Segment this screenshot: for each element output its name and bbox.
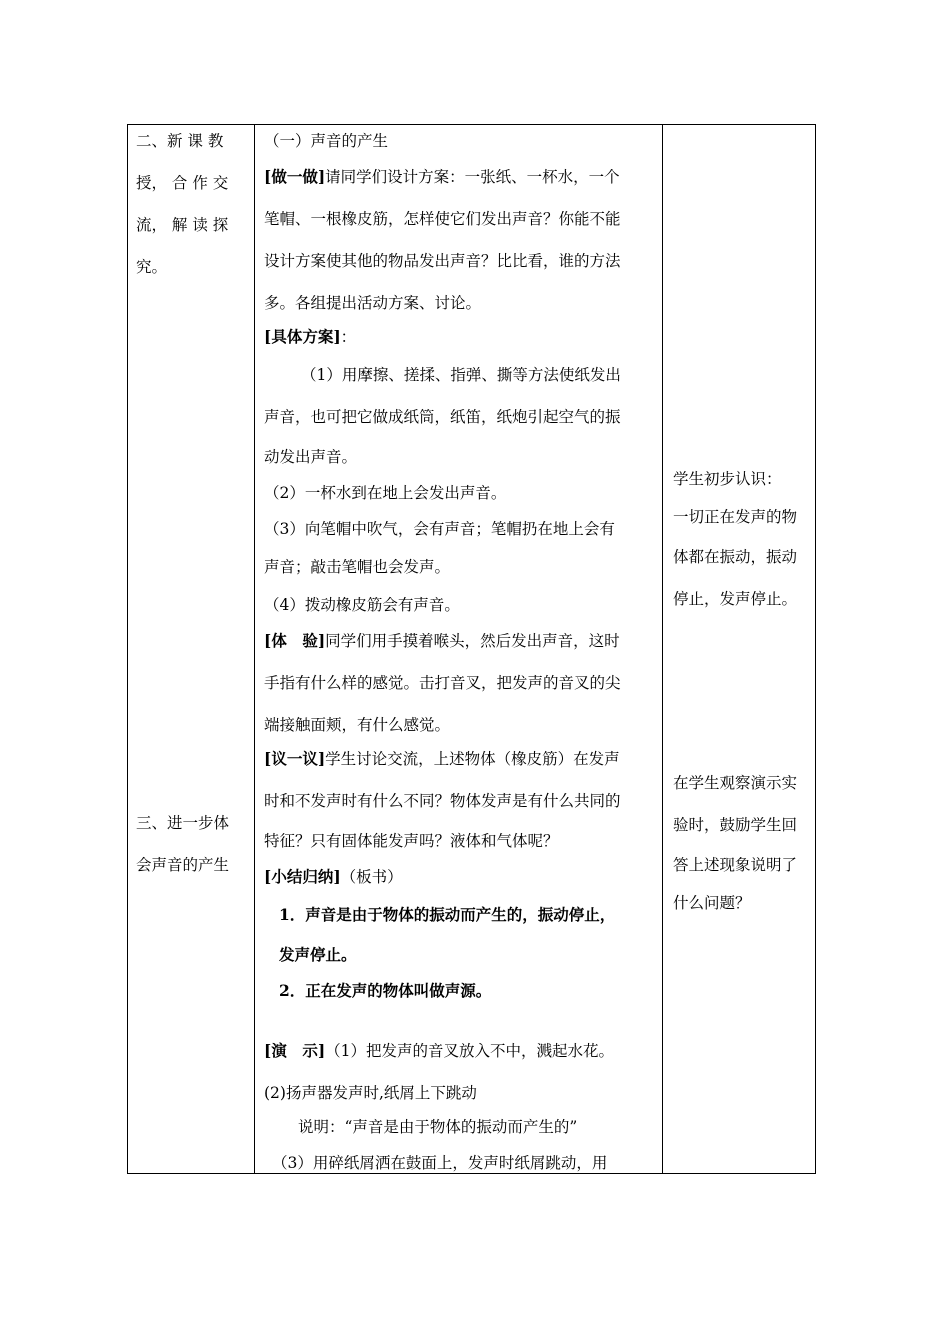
zuoyizuo-tag: [做一做] xyxy=(264,167,326,186)
yanshi-line: [演 示]（1）把发声的音叉放入不中，溅起水花。 xyxy=(264,1041,615,1060)
yiyiyi-tag: [议一议] xyxy=(264,749,326,768)
note-line: 答上述现象说明了 xyxy=(673,856,798,874)
lesson-table xyxy=(127,124,816,1174)
stage-2-line: 授， 合 作 交 xyxy=(136,174,229,192)
column-divider xyxy=(254,125,255,1173)
stage-3-line: 会声音的产生 xyxy=(136,856,230,874)
summary-line: 2．正在发声的物体叫做声源。 xyxy=(279,981,492,1000)
stage-3-line: 三、进一步体 xyxy=(136,814,230,832)
zuoyizuo-line: 设计方案使其他的物品发出声音？比比看，谁的方法 xyxy=(264,252,621,270)
fangan-item: 声音，也可把它做成纸筒，纸笛，纸炮引起空气的振 xyxy=(264,408,621,426)
note-line: 什么问题？ xyxy=(673,894,751,912)
fangan-item: （1）用摩擦、搓揉、指弹、撕等方法使纸发出 xyxy=(301,366,621,384)
yanshi-note: 说明：“声音是由于物体的振动而产生的” xyxy=(298,1118,578,1136)
fangan-item: （2）一杯水到在地上会发出声音。 xyxy=(264,484,507,502)
summary-line: 发声停止。 xyxy=(279,945,357,964)
tiyan-line: 端接触面颊，有什么感觉。 xyxy=(264,716,451,734)
note-line: 学生初步认识： xyxy=(673,470,782,488)
yiyiyi-line: 特征？只有固体能发声吗？液体和气体呢？ xyxy=(264,832,559,850)
yanshi-line: (2)扬声器发声时,纸屑上下跳动 xyxy=(264,1084,477,1102)
tiyan-line: 手指有什么样的感觉。击打音叉，把发声的音叉的尖 xyxy=(264,674,621,692)
fangan-item: （3）向笔帽中吹气，会有声音；笔帽扔在地上会有 xyxy=(264,520,615,538)
note-line: 一切正在发声的物 xyxy=(673,508,798,526)
zuoyizuo-line: 笔帽、一根橡皮筋，怎样使它们发出声音？你能不能 xyxy=(264,210,621,228)
note-line: 在学生观察演示实 xyxy=(673,774,798,792)
fangan-item: 动发出声音。 xyxy=(264,448,358,466)
note-line: 验时，鼓励学生回 xyxy=(673,816,798,834)
zuoyizuo-line: [做一做]请同学们设计方案：一张纸、一杯水，一个 xyxy=(264,167,620,186)
xiaojie-heading: [小结归纳]（板书） xyxy=(264,867,403,886)
section-heading: （一）声音的产生 xyxy=(264,132,389,150)
yanshi-tag: [演 示] xyxy=(264,1041,326,1060)
stage-2-line: 流， 解 读 探 xyxy=(136,216,229,234)
fangan-heading: [具体方案]： xyxy=(264,327,357,346)
fangan-item: （4）拨动橡皮筋会有声音。 xyxy=(264,596,460,614)
note-line: 停止，发声停止。 xyxy=(673,590,798,608)
stage-2-line: 究。 xyxy=(136,258,168,276)
zuoyizuo-line: 多。各组提出活动方案、讨论。 xyxy=(264,294,482,312)
stage-2-line: 二、新 课 教 xyxy=(136,132,224,150)
yanshi-line: （3）用碎纸屑洒在鼓面上，发声时纸屑跳动，用 xyxy=(272,1154,608,1172)
fangan-item: 声音；敲击笔帽也会发声。 xyxy=(264,558,451,576)
column-divider xyxy=(662,125,663,1173)
tiyan-tag: [体 验] xyxy=(264,631,326,650)
yiyiyi-line: [议一议]学生讨论交流，上述物体（橡皮筋）在发声 xyxy=(264,749,620,768)
summary-line: 1．声音是由于物体的振动而产生的，振动停止， xyxy=(279,905,616,924)
note-line: 体都在振动，振动 xyxy=(673,548,798,566)
yiyiyi-line: 时和不发声时有什么不同？物体发声是有什么共同的 xyxy=(264,792,621,810)
tiyan-line: [体 验]同学们用手摸着喉头，然后发出声音，这时 xyxy=(264,631,620,650)
